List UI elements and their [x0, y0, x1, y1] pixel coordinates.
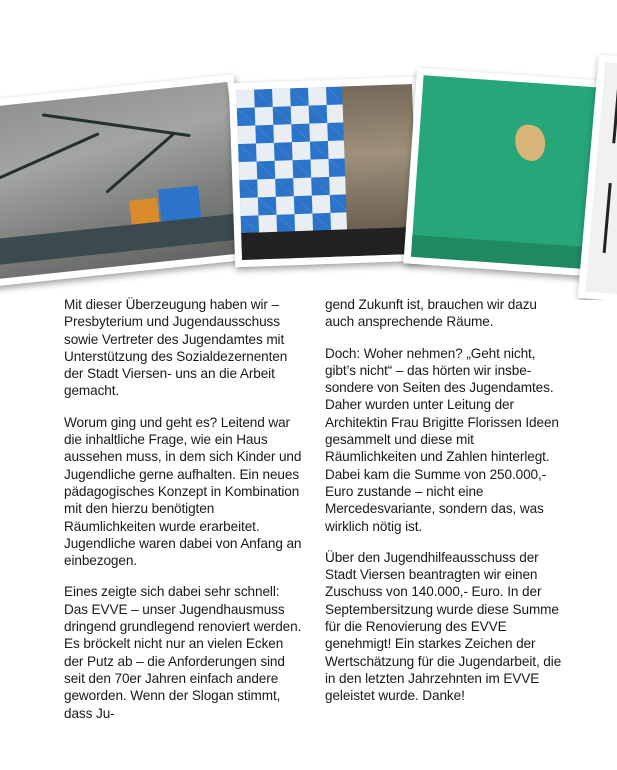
- tiles-image: [236, 84, 418, 260]
- left-column: [64, 296, 303, 736]
- photo-strip: [0, 0, 617, 300]
- photo-tiles: [229, 77, 425, 268]
- photo-ceiling: [0, 74, 253, 288]
- paragraph: Worum ging und geht es? Leitend war die inhaltliche Frage, wie ein Haus aussehen muss, in dem sich Kinder und Jugendliche gerne aufhalten. Ein neues pädagogisches Konzept in Kombination mit den hierzu benötigten Räumlichkeiten wurde erarbeitet. Jugendliche waren dabei von Anfang an einbezogen.: [64, 414, 302, 569]
- paragraph: Über den Jugendhilfeausschuss der Stadt Viersen beantragten wir einen Zuschuss von 140.000,- Euro. In der Septembersitzung wurde diese Summe für die Renovierung des EVVE genehmigt! Ein starkes Zeichen der Wertschätzung für die Jugendarbeit, die in den letzten Jahrzehnten im EVVE geleistet wurde. Danke!: [325, 549, 562, 704]
- paragraph: gend Zukunft ist, brauchen wir dazu auch ansprechende Räume.: [325, 297, 537, 330]
- paragraph: Eines zeigte sich dabei sehr schnell: Das EVVE – unser Jugendhausmuss dringend grundlegend renoviert werden. Es bröckelt nicht nur an vielen Ecken der Putz ab – die Anforderungen sind seit den 70er Jahren einfach andere geworden. Wenn der Slogan stimmt, dass Ju-: [64, 584, 302, 721]
- article-body: [64, 296, 564, 736]
- paragraph: Doch: Woher nehmen? „Geht nicht, gibt’s nicht“ – das hörten wir insbesondere von Seiten des Jugendamtes. Daher wurden unter Leitung der Architektin Frau Brigitte Florissen Ideen gesammelt und diese mit Räumlichkeiten und Zahlen hinterlegt. Dabei kam die Summe von 250.000,- Euro zustande – nicht eine Mercedesvariante, sondern das, was wirklich nötig ist.: [325, 345, 559, 534]
- paragraph: Mit dieser Überzeugung haben wir – Presbyterium und Jugendausschuss sowie Vertreter des Jugendamtes mit Unterstützung des Sozialdezernenten der Stadt Viersen- uns an die Arbeit gemacht.: [64, 297, 288, 399]
- ceiling-image: [0, 82, 245, 280]
- right-column: [325, 296, 564, 736]
